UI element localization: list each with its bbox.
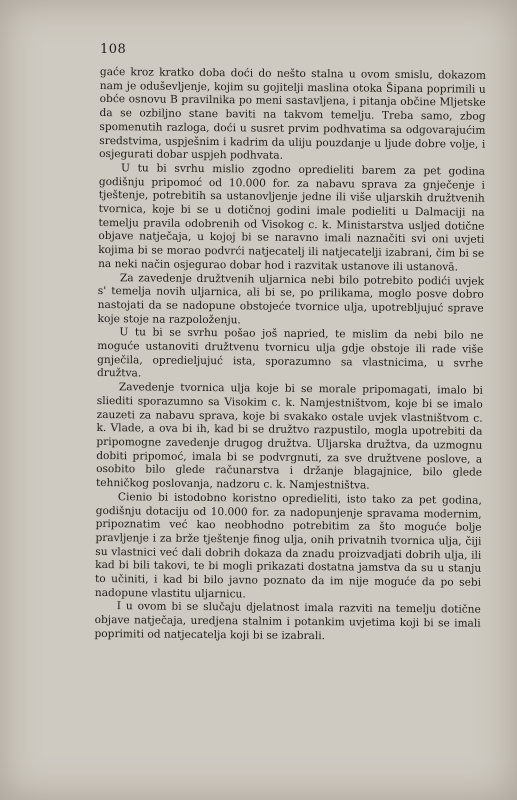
body-text xyxy=(94,66,486,645)
paragraph: gaće kroz kratko doba doći do nešto stalna u ovom smislu, dokazom nam je oduševljenje, kojim su gojitelji maslina otoka Šipana poprimili u obće osnovu B pravilnika po meni sastavljena, i pitanja občine Mljetske da se ozbiljno stane baviti na takvom temelju. Treba samo, zbog spomenutih razloga, doći u susret prvim podhvatima sa odgovarajućim sredstvima, uspješnim i kadrim da uliju pouzdanje u ljude dobre volje, i osjegurati dobar uspjeh podhvata. xyxy=(99,66,486,162)
page-number: 108 xyxy=(100,42,127,57)
paragraph: U tu bi se svrhu pošao još napried, te mislim da nebi bilo ne mogućе ustanoviti družtvenu tvornicu ulja gdje obstoje ili rade više gnječila, opredieljujuć ista, sporazumno sa vlastnicima, u svrhe družtva. xyxy=(96,326,484,380)
paragraph: U tu bi svrhu mislio zgodno opredieliti barem za pet godina godišnju pripomoć od 10.000 for. za nabavu sprava za gnječenje i tještenje, potrebitih sa ustanovljenje jedne ili više uljarskih družtvenih tvornica, koje bi se u dotičnoj godini imale podieliti u Dalmaciji na temelju pravila odobrenih od Visokog c. k. Ministarstva usljed dotične objave natječaja, u kojoj bi se naravno imali naznačiti svi oni uvjeti kojima bi se morao podvrći natjecatelj ili natjecatelji izabrani, čim bi se na neki način osjegurao dobar hod i razvitak ustanove ili ustanovā. xyxy=(98,162,486,274)
paragraph: Zavedenje tvornica ulja koje bi se morale pripomagati, imalo bi sliediti sporazumno sa Visokim c. k. Namjestništvom, koje bi se imalo zauzeti za nabavu sprava, koje bi svakako ostale uvjek vlastništvom c. k. Vlade, a ova bi ih, kad bi se družtvo razpustilo, mogla upotrebiti da pripomogne zavedenje drugog družtva. Uljarska družtva, da uzmognu dobiti pripomoć, imala bi se podvrgnuti, za sve družtvene poslove, a osobito bilo glede računarstva i držanje blagajnice, bilo glede tehničkog poslovanja, nadzoru c. k. Namjestništva. xyxy=(95,381,483,492)
paragraph: Cienio bi istodobno koristno opredieliti, isto tako za pet godina, godišnju dotaciju od 10.000 for. za nadopunjenje spravama modernim, pripoznatim već kao neobhodno potrebitim za što mogućе bolje pravljenje i za brže tještenje finog ulja, onih privatnih tvornica ulja, čiji su vlastnici već dali dobrih dokaza da znadu proizvadjati dobrih ulja, ili kad bi bili takovi, te bi mogli prikazati dostatna jamstva da su u stanju to učiniti, i kad bi bilo javno poznato da im nije moguće da po sebi nadopune vlastitu uljarnicu. xyxy=(94,490,482,601)
paragraph: I u ovom bi se slučaju djelatnost imala razviti na temelju dotične objave natječaja, uredjena stalnim i potankim uvjetima koji bi se imali poprimiti od natjecatelja koji bi se izabrali. xyxy=(94,600,481,643)
paragraph: Za zavedenje družtvenih uljarnica nebi bilo potrebito podići uvjek s' temelja novih uljarnica, ali bi se, po prilikama, moglo posve dobro nastojati da se nadopune obstojeće tvornice ulja, upotrebljujuć sprave koje stoje na razpoloženju. xyxy=(97,271,485,327)
